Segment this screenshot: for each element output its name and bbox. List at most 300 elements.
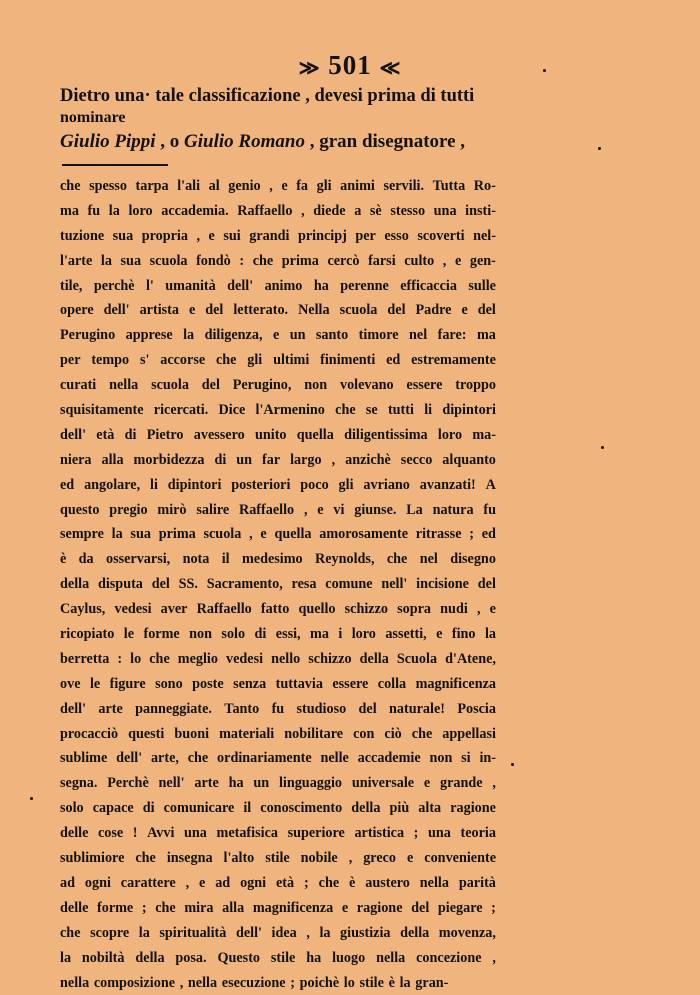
footnote-word: ogni [240, 871, 266, 896]
footnote-word: un [290, 323, 306, 348]
footnote-word: avanzati! [420, 473, 476, 498]
footnote-word: , [477, 597, 481, 622]
footnote-word: lo [130, 647, 141, 672]
footnote-word: e [407, 846, 413, 871]
footnote-word: magnificenza [416, 672, 496, 697]
footnote-word: e [342, 896, 348, 921]
footnote-word: scuola [150, 249, 188, 274]
footnote-word: e [189, 298, 195, 323]
footnote-word: è [389, 971, 395, 995]
footnote-word: vi [333, 498, 344, 523]
footnote-word: sublime [60, 746, 107, 771]
footnote-word: Poscia [457, 697, 496, 722]
footnote-word: secco [401, 448, 433, 473]
paper-speck [601, 446, 604, 449]
footnote-word: poichè [300, 971, 339, 995]
footnote-word: ricercati. [154, 398, 208, 423]
footnote-word: Perchè [107, 771, 149, 796]
footnote-word: vedesi [114, 597, 151, 622]
footnote-word: universale [352, 771, 414, 796]
footnote-word: spiritualità [159, 921, 226, 946]
footnote-word: arte [98, 697, 122, 722]
footnote-word: esecuzione [222, 971, 286, 995]
footnote-word: : [239, 249, 244, 274]
footnote-word: che [60, 921, 81, 946]
footnote-word: carattere [121, 871, 176, 896]
footnote-word: buoni [174, 722, 209, 747]
footnote-word: alta [418, 796, 441, 821]
footnote-word: tutti [388, 398, 414, 423]
footnote-line [60, 871, 496, 896]
footnote-word: non [429, 746, 452, 771]
footnote-word: quella [297, 423, 334, 448]
footnote-line [60, 522, 496, 547]
footnote-word: concezione [416, 946, 481, 971]
footnote-word: insegna [167, 846, 213, 871]
footnote-word: propria [142, 224, 188, 249]
footnote-word: , [180, 971, 184, 995]
footnote-word: nel [420, 547, 438, 572]
footnote-word: nella [376, 946, 405, 971]
footnote-word: le [90, 672, 100, 697]
footnote-word: Scuola [397, 647, 437, 672]
footnote-word: osservarsi, [106, 547, 170, 572]
footnote-word: sua [121, 249, 142, 274]
footnote-word: alla [222, 896, 244, 921]
footnote-word: posa. [175, 946, 206, 971]
footnote-word: Tanto [224, 697, 259, 722]
footnote-word: ; [414, 821, 419, 846]
footnote-line [60, 946, 496, 971]
footnote-word: comune [325, 572, 372, 597]
footnote-line [60, 323, 496, 348]
footnote-word: tuzione [60, 224, 104, 249]
footnote-word: grande [440, 771, 483, 796]
footnote-word: dell' [227, 274, 253, 299]
footnote-word: comunicare [164, 796, 235, 821]
footnote-word: senza [233, 672, 266, 697]
page-number-header [0, 50, 700, 81]
footnote-word: prima [159, 522, 196, 547]
footnote-word: Perugino, [233, 373, 292, 398]
footnote-word: cercò [327, 249, 359, 274]
footnote-word: l'alto [224, 846, 255, 871]
footnote-word: nobile [301, 846, 338, 871]
footnote-word: avriano [363, 473, 410, 498]
footnote-word: assetti, [385, 622, 426, 647]
footnote-word: diligentissima [344, 423, 428, 448]
footnote-word: composizione [94, 971, 175, 995]
footnote-word: nudi [440, 597, 468, 622]
footnote-word: schizzo [308, 647, 351, 672]
footnote-word: nella [420, 871, 449, 896]
footnote-word: fare: [438, 323, 467, 348]
footnote-separator-rule [62, 164, 168, 166]
footnote-word: superiore [288, 821, 345, 846]
footnote-word: SS. [179, 572, 198, 597]
footnote-word: largo [290, 448, 322, 473]
footnote-word: sua [130, 522, 151, 547]
footnote-word: prima [282, 249, 319, 274]
footnote-word: curati [60, 373, 96, 398]
footnote-word: loro [438, 423, 462, 448]
footnote-line [60, 896, 496, 921]
footnote-line [60, 224, 496, 249]
footnote-word: ad [60, 871, 75, 896]
footnote-word: umanità [165, 274, 215, 299]
footnote-line [60, 921, 496, 946]
footnote-word: berretta [60, 647, 109, 672]
footnote-word: la [101, 249, 112, 274]
footnote-word: idea [272, 921, 297, 946]
footnote-word: fino [452, 622, 476, 647]
footnote-word: , [249, 522, 253, 547]
footnote-word: che [387, 547, 408, 572]
footnote-line [60, 199, 496, 224]
footnote-word: giunse. [354, 498, 396, 523]
footnote-word: forme [143, 622, 179, 647]
footnote-word: Raffaello [237, 199, 292, 224]
footnote-word: studioso [297, 697, 347, 722]
footnote-word: dell' [236, 921, 262, 946]
footnote-word: far [262, 448, 280, 473]
footnote-word: movenza, [439, 921, 496, 946]
footnote-word: ragione [450, 796, 496, 821]
footnote-word: amorosamente [319, 522, 408, 547]
name-separator: , o [156, 131, 185, 152]
footnote-line [60, 697, 496, 722]
footnote-word: : [117, 647, 122, 672]
footnote-line [60, 348, 496, 373]
footnote-word: culto [404, 249, 434, 274]
footnote-word: santo [316, 323, 348, 348]
footnote-word: l'Armenino [256, 398, 325, 423]
footnote-word: il [222, 547, 230, 572]
footnote-word: è [60, 547, 66, 572]
footnote-word: accorse [160, 348, 205, 373]
footnote-word: la [400, 971, 411, 995]
footnote-word: e [209, 224, 215, 249]
footnote-word: fa [296, 174, 308, 199]
footnote-word: incisione [416, 572, 469, 597]
footnote-word: il [243, 796, 251, 821]
footnote-line [60, 971, 496, 995]
footnote-word: sulle [468, 274, 496, 299]
footnote-word: alquanto [442, 448, 496, 473]
footnote-word: parità [459, 871, 496, 896]
footnote-word: la [109, 199, 120, 224]
footnote-word: arte [194, 771, 218, 796]
footnote-block [60, 174, 496, 995]
footnote-word: ricopiato [60, 622, 114, 647]
footnote-word: stesso [390, 199, 425, 224]
footnote-word: l' [146, 274, 154, 299]
footnote-word: ogni [85, 871, 111, 896]
footnote-word: Nella [298, 298, 330, 323]
footnote-word: questo [60, 498, 99, 523]
footnote-word: della [135, 946, 164, 971]
footnote-word: nobiltà [82, 946, 125, 971]
footnote-word: nelle [320, 746, 348, 771]
footnote-word: farsi [368, 249, 396, 274]
footnote-line [60, 622, 496, 647]
footnote-word: troppo [455, 373, 496, 398]
footnote-word: loro [128, 199, 152, 224]
footnote-word: mirò [157, 498, 186, 523]
footnote-line [60, 373, 496, 398]
footnote-word: fu [88, 199, 101, 224]
footnote-word: pregio [109, 498, 147, 523]
footnote-word: procacciò [60, 722, 118, 747]
footnote-word: fu [483, 498, 496, 523]
footnote-word: tuttavia [276, 672, 323, 697]
footnote-word: Dice [219, 398, 246, 423]
footnote-word: scuola [340, 298, 378, 323]
footnote-line [60, 821, 496, 846]
footnote-word: di [255, 622, 267, 647]
footnote-word: della [360, 647, 389, 672]
footnote-word: ed [386, 348, 400, 373]
footnote-word: da [79, 547, 94, 572]
footnote-line [60, 498, 496, 523]
footnote-word: della [60, 572, 89, 597]
footnote-word: letterato. [233, 298, 288, 323]
footnote-word: fu [272, 697, 285, 722]
footnote-word: ; [491, 896, 496, 921]
line-3-tail: , gran disegnatore , [305, 131, 465, 152]
footnote-word: si [461, 746, 470, 771]
footnote-word: segna. [60, 771, 97, 796]
footnote-line [60, 796, 496, 821]
footnote-word: posteriori [231, 473, 290, 498]
footnote-word: Avvi [147, 821, 174, 846]
footnote-word: Pietro [147, 423, 184, 448]
footnote-word: avessero [194, 423, 245, 448]
footnote-word: disegno [450, 547, 496, 572]
footnote-word: perchè [94, 274, 135, 299]
footnote-word: spesso [89, 174, 127, 199]
footnote-word: sui [223, 224, 240, 249]
footnote-word: , [349, 846, 353, 871]
footnote-word: gli [339, 473, 354, 498]
footnote-line [60, 423, 496, 448]
footnote-word: teoria [460, 821, 495, 846]
footnote-word: scuola [203, 522, 241, 547]
footnote-word: gen- [470, 249, 496, 274]
footnote-word: , [301, 199, 305, 224]
footnote-word: e [455, 249, 461, 274]
footnote-word: quello [298, 597, 335, 622]
footnote-word: , [304, 498, 308, 523]
footnote-word: solo [221, 622, 245, 647]
footnote-word: tempo [91, 348, 129, 373]
footnote-word: del [478, 572, 496, 597]
footnote-word: alla [102, 448, 124, 473]
footnote-word: arte, [151, 746, 179, 771]
footnote-word: ed [60, 473, 74, 498]
footnote-word: dell' [116, 746, 142, 771]
footnote-line [60, 572, 496, 597]
footnote-line [60, 647, 496, 672]
footnote-word: al [209, 174, 220, 199]
footnote-word: giustizia [340, 921, 390, 946]
footnote-word: morbidezza [134, 448, 205, 473]
footnote-word: , [492, 771, 496, 796]
footnote-word: della [400, 921, 429, 946]
main-text-line-1: Dietro una· tale classificazione , devesi prima di tutti [60, 86, 474, 107]
footnote-line [60, 249, 496, 274]
footnote-word: accademia. [161, 199, 228, 224]
footnote-word: , [332, 448, 336, 473]
footnote-word: i [338, 622, 342, 647]
footnote-word: quella [274, 522, 311, 547]
footnote-word: cose [98, 821, 123, 846]
footnote-word: li [150, 473, 158, 498]
footnote-word: per [355, 224, 376, 249]
footnote-word: austero [365, 871, 410, 896]
footnote-word: sua [113, 224, 134, 249]
footnote-word: accademie [358, 746, 421, 771]
footnote-word: più [390, 796, 410, 821]
footnote-word: ad [215, 871, 230, 896]
footnote-word: che [60, 174, 81, 199]
footnote-word: ciò [384, 722, 401, 747]
footnote-word: metafisica [217, 821, 278, 846]
footnote-word: ; [304, 871, 309, 896]
footnote-word: timore [359, 323, 399, 348]
footnote-word: ! [133, 821, 138, 846]
footnote-word: una [428, 821, 451, 846]
footnote-word: che [335, 398, 356, 423]
footnote-word: genio [228, 174, 260, 199]
footnote-word: scoverti [417, 224, 464, 249]
footnote-word: di [214, 448, 226, 473]
footnote-word: efficaccia [400, 274, 457, 299]
footnote-word: che [412, 722, 433, 747]
footnote-word: non [304, 373, 327, 398]
footnote-word: meglio [178, 647, 218, 672]
footnote-word: Perugino [60, 323, 115, 348]
footnote-word: e [281, 174, 287, 199]
footnote-word: nel [409, 323, 427, 348]
footnote-word: non [189, 622, 212, 647]
footnote-word: nel- [473, 224, 496, 249]
footnote-word: capace [93, 796, 134, 821]
footnote-word: e [461, 298, 467, 323]
footnote-word: , [443, 249, 447, 274]
footnote-word: nello [271, 647, 300, 672]
footnote-word: un [236, 448, 252, 473]
footnote-word: sono [155, 672, 183, 697]
footnote-word: materiali [219, 722, 274, 747]
footnote-word: loro [352, 622, 376, 647]
footnote-word: resa [292, 572, 317, 597]
footnote-word: figure [110, 672, 146, 697]
footnote-word: nell' [381, 572, 407, 597]
footnote-word: gli [247, 348, 262, 373]
footnote-word: l'arte [60, 249, 92, 274]
footnote-word: un [253, 771, 269, 796]
footnote-word: e [436, 622, 442, 647]
page-number: 501 [328, 50, 372, 80]
footnote-word: una [434, 199, 457, 224]
footnote-word: magnificenza [253, 896, 333, 921]
footnote-word: animi [340, 174, 375, 199]
footnote-word: unito [255, 423, 287, 448]
footnote-word: stile [271, 946, 295, 971]
footnote-word: La [406, 498, 423, 523]
paper-speck [543, 69, 546, 72]
footnote-word: schizzo [345, 597, 388, 622]
footnote-word: e [317, 498, 323, 523]
footnote-line [60, 274, 496, 299]
footnote-word: ha [229, 771, 244, 796]
footnote-word: essere [406, 373, 442, 398]
footnote-word: medesimo [242, 547, 303, 572]
footnote-word: una [184, 821, 207, 846]
footnote-word: sopra [397, 597, 431, 622]
footnote-word: nella [188, 971, 217, 995]
footnote-word: la [139, 921, 150, 946]
footnote-word: perenne [340, 274, 389, 299]
footnote-word: squisitamente [60, 398, 144, 423]
footnote-word: piegare [438, 896, 483, 921]
footnote-word: è [349, 871, 355, 896]
footnote-word: sempre [60, 522, 104, 547]
footnote-line [60, 448, 496, 473]
footnote-line [60, 722, 496, 747]
footnote-word: tile, [60, 274, 82, 299]
footnote-word: poste [192, 672, 224, 697]
footnote-word: del [205, 298, 223, 323]
footnote-word: grandi [249, 224, 289, 249]
footnote-word: che [319, 871, 340, 896]
footnote-word: che [253, 249, 274, 274]
footnote-word: niera [60, 448, 92, 473]
footnote-word: ha [314, 274, 329, 299]
footnote-word: mira [184, 896, 213, 921]
footnote-word: del [387, 298, 405, 323]
footnote-word: del [411, 896, 429, 921]
footnote-word: se [366, 398, 378, 423]
footnote-word: fondò [196, 249, 231, 274]
footnote-word: sè [370, 199, 382, 224]
main-text-line-3 [60, 131, 465, 153]
footnote-word: Ro- [474, 174, 496, 199]
footnote-word: ; [469, 522, 474, 547]
footnote-word: , [186, 871, 190, 896]
footnote-line [60, 771, 496, 796]
footnote-word: A [486, 473, 496, 498]
footnote-word: gran- [415, 971, 448, 995]
footnote-word: dipintori [442, 398, 496, 423]
ornament-right-icon: ≪ [380, 57, 402, 79]
footnote-word: dipintori [168, 473, 222, 498]
footnote-word: del [152, 572, 170, 597]
footnote-word: d'Atene, [445, 647, 496, 672]
footnote-word: stile [359, 971, 383, 995]
footnote-word: la [112, 522, 123, 547]
footnote-word: diede [313, 199, 345, 224]
footnote-word: naturale! [389, 697, 445, 722]
footnote-word: ma- [472, 423, 496, 448]
footnote-word: ragione [357, 896, 403, 921]
footnote-word: opere [60, 298, 94, 323]
footnote-word: vedesi [226, 647, 263, 672]
footnote-word: nota [183, 547, 210, 572]
footnote-word: e [490, 597, 496, 622]
footnote-line [60, 597, 496, 622]
